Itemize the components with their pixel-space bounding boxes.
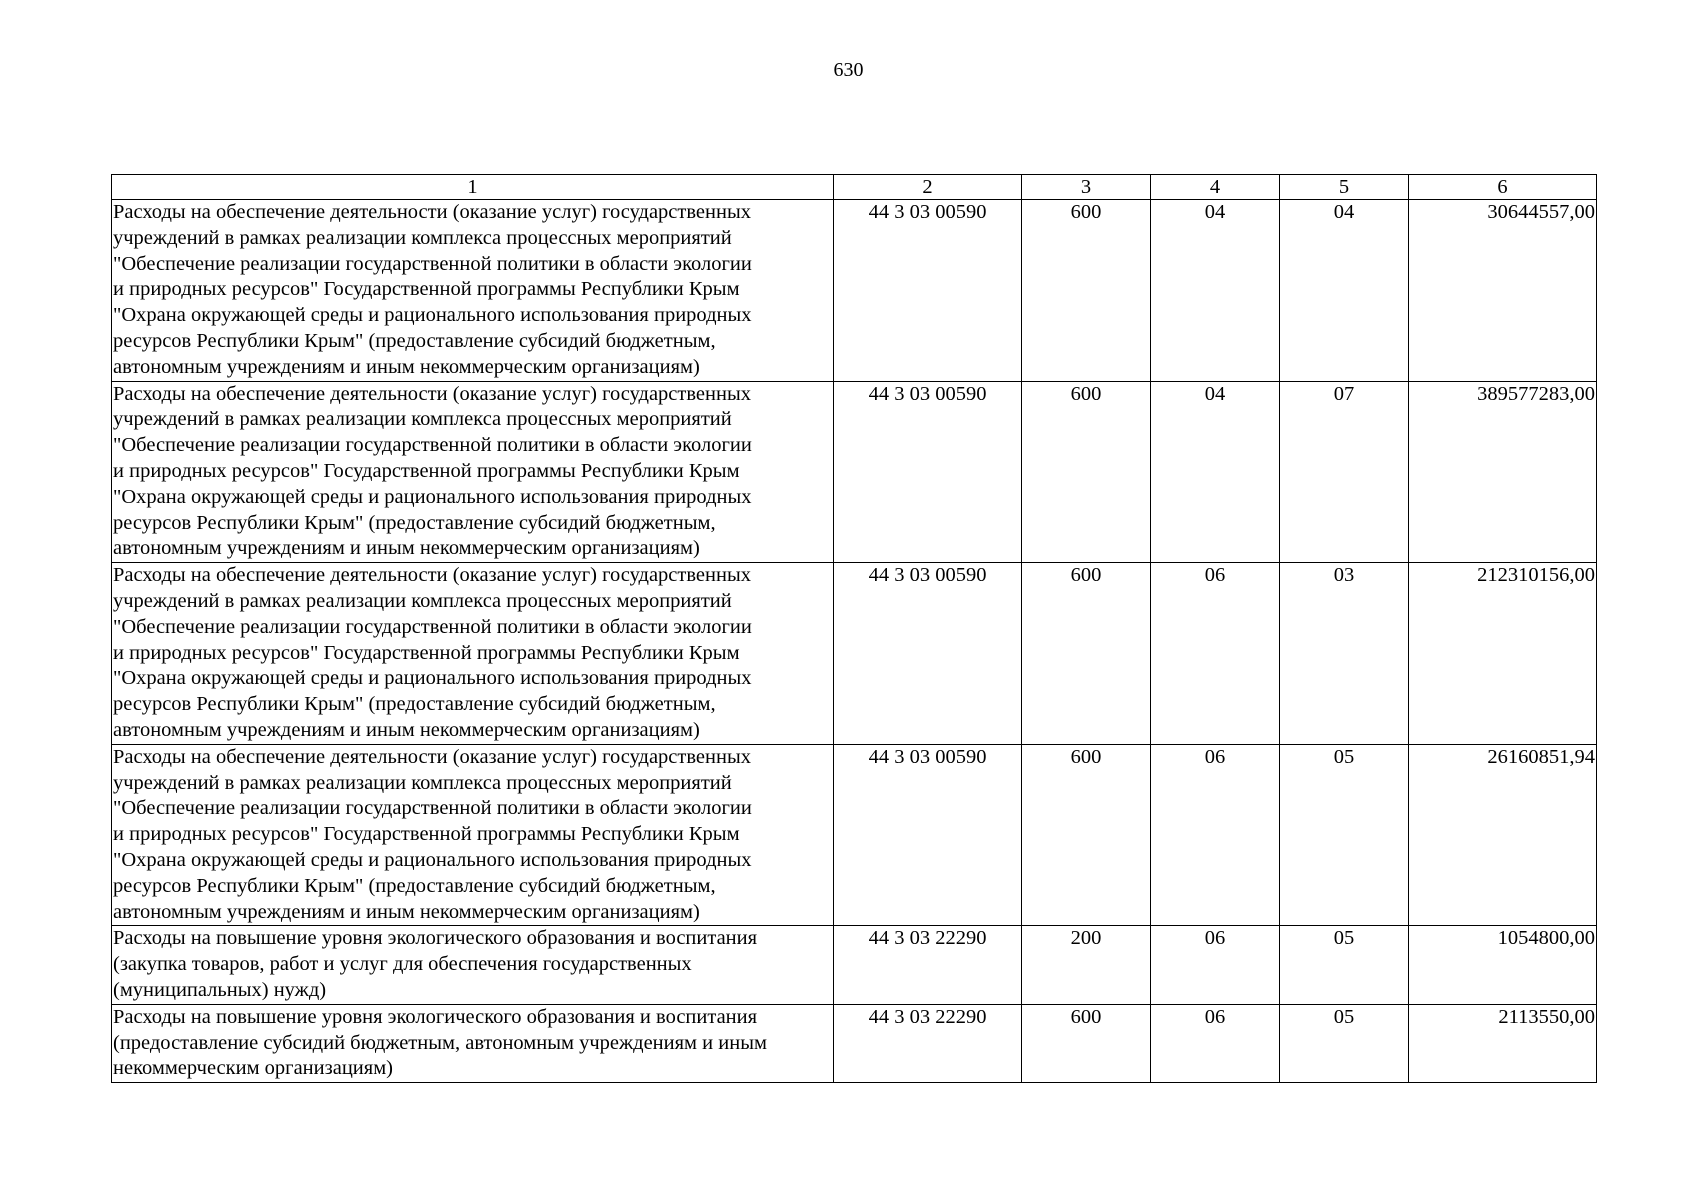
column-number: 1 [112,175,834,200]
amount: 212310156,00 [1409,563,1597,745]
column-number: 3 [1022,175,1151,200]
expense-type-code: 600 [1022,200,1151,382]
section-code: 06 [1151,926,1280,1004]
amount: 30644557,00 [1409,200,1597,382]
subsection-code: 05 [1280,926,1409,1004]
expense-type-code: 600 [1022,381,1151,563]
subsection-code: 07 [1280,381,1409,563]
expense-type-code: 600 [1022,1004,1151,1082]
amount: 2113550,00 [1409,1004,1597,1082]
column-number-row [112,175,1597,200]
amount: 1054800,00 [1409,926,1597,1004]
expense-description: Расходы на обеспечение деятельности (оказание услуг) государственных учреждений в рамках реализации комплекса процессных мероприятий "Обеспечение реализации государственной политики в области экологии и природных ресурсов" Государственной программы Республики Крым "Охрана окружающей среды и рационального использования природных ресурсов Республики Крым" (предоставление субсидий бюджетным, автономным учреждениям и иным некоммерческим организациям) [112,563,834,745]
section-code: 06 [1151,744,1280,926]
table-row [112,926,1597,1004]
target-article-code: 44 3 03 00590 [834,381,1022,563]
amount: 389577283,00 [1409,381,1597,563]
expense-type-code: 600 [1022,563,1151,745]
section-code: 06 [1151,1004,1280,1082]
target-article-code: 44 3 03 22290 [834,926,1022,1004]
table-row [112,744,1597,926]
section-code: 06 [1151,563,1280,745]
expense-description: Расходы на обеспечение деятельности (оказание услуг) государственных учреждений в рамках реализации комплекса процессных мероприятий "Обеспечение реализации государственной политики в области экологии и природных ресурсов" Государственной программы Республики Крым "Охрана окружающей среды и рационального использования природных ресурсов Республики Крым" (предоставление субсидий бюджетным, автономным учреждениям и иным некоммерческим организациям) [112,381,834,563]
target-article-code: 44 3 03 00590 [834,744,1022,926]
target-article-code: 44 3 03 00590 [834,563,1022,745]
section-code: 04 [1151,381,1280,563]
expense-type-code: 600 [1022,744,1151,926]
subsection-code: 04 [1280,200,1409,382]
page-number: 630 [833,59,864,81]
column-number: 5 [1280,175,1409,200]
table-row [112,563,1597,745]
expense-description: Расходы на повышение уровня экологического образования и воспитания (закупка товаров, работ и услуг для обеспечения государственных (муниципальных) нужд) [112,926,834,1004]
subsection-code: 03 [1280,563,1409,745]
table-row [112,200,1597,382]
expense-description: Расходы на обеспечение деятельности (оказание услуг) государственных учреждений в рамках реализации комплекса процессных мероприятий "Обеспечение реализации государственной политики в области экологии и природных ресурсов" Государственной программы Республики Крым "Охрана окружающей среды и рационального использования природных ресурсов Республики Крым" (предоставление субсидий бюджетным, автономным учреждениям и иным некоммерческим организациям) [112,200,834,382]
budget-table [111,174,1597,1083]
table-row [112,381,1597,563]
column-number: 6 [1409,175,1597,200]
amount: 26160851,94 [1409,744,1597,926]
subsection-code: 05 [1280,1004,1409,1082]
section-code: 04 [1151,200,1280,382]
target-article-code: 44 3 03 00590 [834,200,1022,382]
target-article-code: 44 3 03 22290 [834,1004,1022,1082]
table-row [112,1004,1597,1082]
expense-type-code: 200 [1022,926,1151,1004]
subsection-code: 05 [1280,744,1409,926]
column-number: 2 [834,175,1022,200]
column-number: 4 [1151,175,1280,200]
expense-description: Расходы на повышение уровня экологического образования и воспитания (предоставление субсидий бюджетным, автономным учреждениям и иным некоммерческим организациям) [112,1004,834,1082]
expense-description: Расходы на обеспечение деятельности (оказание услуг) государственных учреждений в рамках реализации комплекса процессных мероприятий "Обеспечение реализации государственной политики в области экологии и природных ресурсов" Государственной программы Республики Крым "Охрана окружающей среды и рационального использования природных ресурсов Республики Крым" (предоставление субсидий бюджетным, автономным учреждениям и иным некоммерческим организациям) [112,744,834,926]
